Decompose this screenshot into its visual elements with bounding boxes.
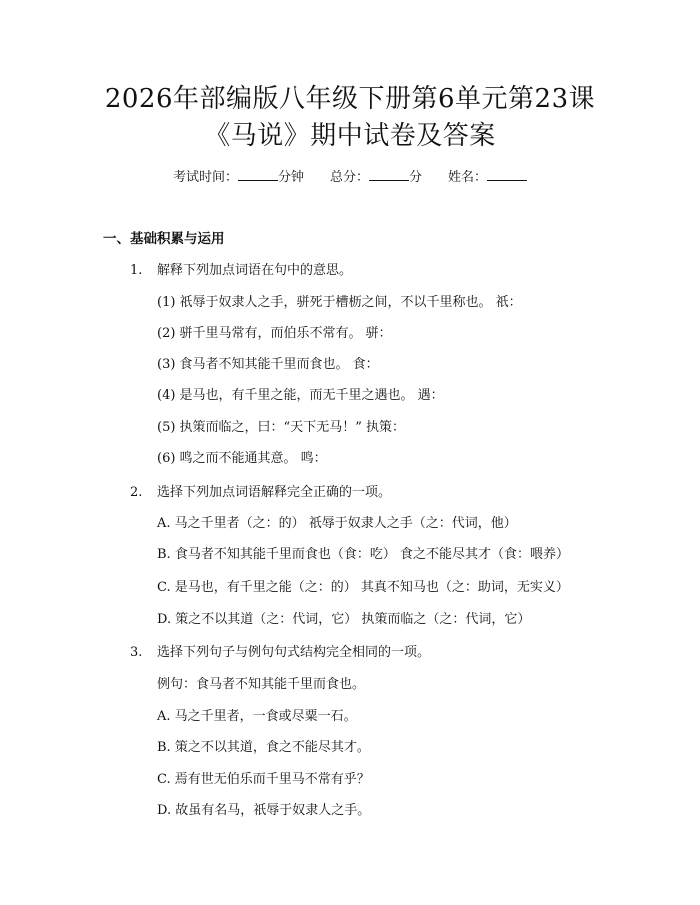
question-stem: 选择下列加点词语解释完全正确的一项。 bbox=[157, 485, 392, 500]
score-blank bbox=[369, 168, 409, 181]
section-heading: 一、基础积累与运用 bbox=[103, 231, 225, 247]
question-number: 3. bbox=[130, 645, 143, 660]
time-unit: 分钟 bbox=[277, 170, 304, 185]
q3-option: A. 马之千里者，一食或尽粟一石。 bbox=[157, 709, 357, 724]
question-stem: 选择下列句子与例句句式结构完全相同的一项。 bbox=[157, 645, 431, 660]
q1-item: (5) 执策而临之，曰：“天下无马！” 执策： bbox=[157, 420, 405, 435]
score-unit: 分 bbox=[409, 170, 423, 185]
q3-option: C. 焉有世无伯乐而千里马不常有乎？ bbox=[157, 772, 370, 787]
time-label: 考试时间： bbox=[172, 170, 238, 185]
name-label: 姓名： bbox=[448, 170, 488, 185]
q1-item: (1) 祇辱于奴隶人之手，骈死于槽枥之间，不以千里称也。 祇： bbox=[157, 295, 522, 310]
question-stem: 解释下列加点词语在句中的意思。 bbox=[157, 263, 353, 278]
exam-title-line1: 2026年部编版八年级下册第6单元第23课 bbox=[104, 84, 596, 114]
q2-option: B. 食马者不知其能千里而食也（食：吃） 食之不能尽其才（食：喂养） bbox=[157, 547, 569, 562]
q3-example: 例句：食马者不知其能千里而食也。 bbox=[157, 677, 366, 692]
question-number: 1. bbox=[130, 263, 143, 278]
time-blank bbox=[238, 168, 278, 181]
score-label: 总分： bbox=[329, 170, 369, 185]
exam-meta bbox=[0, 168, 700, 188]
q1-item: (6) 鸣之而不能通其意。 鸣： bbox=[157, 451, 327, 466]
q2-option: A. 马之千里者（之：的） 祇辱于奴隶人之手（之：代词，他） bbox=[157, 516, 517, 531]
q2-option: C. 是马也，有千里之能（之：的） 其真不知马也（之：助词，无实义） bbox=[157, 580, 569, 595]
q2-option: D. 策之不以其道（之：代词，它） 执策而临之（之：代词，它） bbox=[157, 612, 531, 627]
q3-option: D. 故虽有名马，祇辱于奴隶人之手。 bbox=[157, 803, 371, 818]
q1-item: (4) 是马也，有千里之能，而无千里之遇也。 遇： bbox=[157, 388, 444, 403]
q3-option: B. 策之不以其道，食之不能尽其才。 bbox=[157, 740, 370, 755]
q1-item: (3) 食马者不知其能千里而食也。 食： bbox=[157, 357, 379, 372]
question-number: 2. bbox=[130, 485, 143, 500]
q1-item: (2) 骈千里马常有，而伯乐不常有。 骈： bbox=[157, 326, 392, 341]
exam-title-line2: 《马说》期中试卷及答案 bbox=[204, 121, 496, 151]
name-blank bbox=[487, 168, 527, 181]
